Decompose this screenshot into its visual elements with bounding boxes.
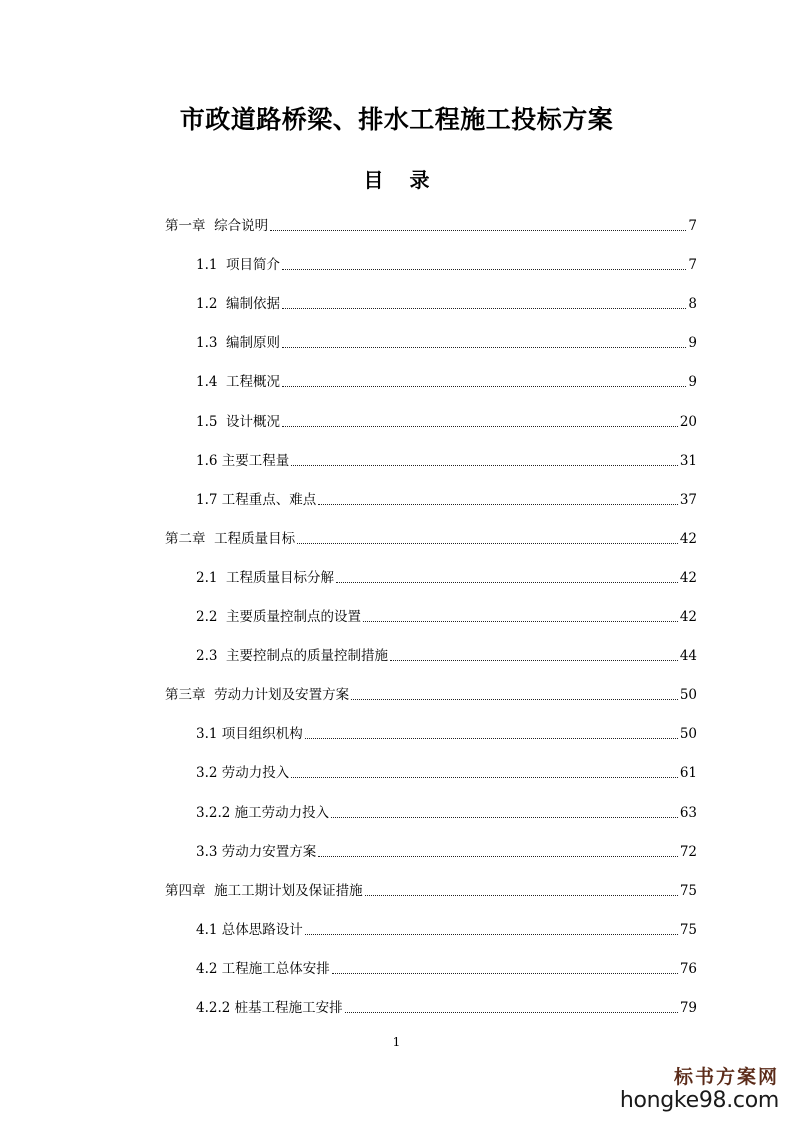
- toc-entry-label: 3.3 劳动力安置方案: [196, 843, 317, 860]
- toc-entry-label: 4.2 工程施工总体安排: [196, 960, 330, 977]
- toc-dot-leader: [282, 269, 686, 270]
- toc-chapter-entry[interactable]: [165, 678, 697, 704]
- toc-section-entry[interactable]: [196, 913, 697, 939]
- toc-entry-page: 7: [688, 218, 697, 234]
- toc-section-entry[interactable]: [196, 991, 697, 1017]
- toc-dot-leader: [291, 777, 678, 778]
- toc-section-entry[interactable]: [196, 248, 697, 274]
- toc-entry-label: 第三章 劳动力计划及安置方案: [165, 687, 350, 704]
- toc-entry-page: 20: [679, 413, 697, 430]
- toc-heading-left: 目: [363, 168, 384, 192]
- toc-entry-page: 8: [688, 296, 697, 313]
- watermark-url-text: hongke98.com: [619, 1088, 779, 1113]
- toc-dot-leader: [282, 386, 686, 387]
- toc-section-entry[interactable]: [196, 287, 697, 313]
- toc-dot-leader: [345, 1012, 678, 1013]
- toc-section-entry[interactable]: [196, 561, 697, 587]
- toc-entry-label: 3.2.2 施工劳动力投入: [196, 804, 330, 821]
- toc-dot-leader: [305, 738, 678, 739]
- toc-entry-page: 50: [679, 726, 697, 743]
- toc-entry-label: 4.2.2 桩基工程施工安排: [196, 1000, 343, 1016]
- toc-entry-page: 31: [679, 452, 697, 469]
- toc-dot-leader: [351, 699, 678, 700]
- toc-dot-leader: [332, 973, 678, 974]
- toc-entry-page: 76: [679, 960, 697, 977]
- toc-heading: [0, 164, 793, 193]
- toc-entry-label: 第一章 综合说明: [165, 218, 269, 234]
- toc-section-entry[interactable]: [196, 952, 697, 978]
- toc-entry-label: 4.1 总体思路设计: [196, 921, 303, 938]
- toc-entry-label: 1.4 工程概况: [196, 374, 281, 391]
- toc-dot-leader: [365, 895, 678, 896]
- toc-section-entry[interactable]: [196, 639, 697, 665]
- toc-dot-leader: [305, 934, 678, 935]
- watermark: [620, 1066, 779, 1114]
- toc-dot-leader: [282, 426, 678, 427]
- toc-entry-page: 72: [679, 843, 697, 860]
- toc-dot-leader: [297, 543, 678, 544]
- toc-dot-leader: [291, 465, 678, 466]
- toc-entry-label: 2.3 主要控制点的质量控制措施: [196, 648, 389, 665]
- toc-entry-label: 1.7 工程重点、难点: [196, 491, 317, 508]
- toc-entry-page: 61: [679, 765, 697, 782]
- toc-entry-label: 2.2 主要质量控制点的设置: [196, 609, 362, 625]
- toc-section-entry[interactable]: [196, 600, 697, 626]
- toc-entry-page: 9: [688, 374, 697, 391]
- toc-entry-page: 50: [679, 687, 697, 704]
- toc-entry-page: 79: [679, 1000, 697, 1016]
- toc-entry-page: 42: [679, 609, 697, 625]
- toc-entry-page: 42: [679, 569, 697, 586]
- page-number: 1: [392, 1035, 401, 1049]
- toc-section-entry[interactable]: [196, 405, 697, 431]
- toc-entry-page: 44: [679, 648, 697, 665]
- toc-entry-page: 42: [679, 530, 697, 547]
- toc-section-entry[interactable]: [196, 365, 697, 391]
- toc-dot-leader: [282, 347, 686, 348]
- toc-dot-leader: [363, 621, 678, 622]
- document-title: 市政道路桥梁、排水工程施工投标方案: [179, 105, 614, 134]
- toc-entry-label: 1.3 编制原则: [196, 335, 281, 352]
- toc-chapter-entry[interactable]: [165, 209, 697, 235]
- toc-section-entry[interactable]: [196, 835, 697, 861]
- toc-entry-page: 75: [679, 882, 697, 899]
- toc-dot-leader: [336, 582, 678, 583]
- toc-section-entry[interactable]: [196, 717, 697, 743]
- toc-entry-page: 7: [688, 257, 697, 274]
- toc-dot-leader: [318, 856, 678, 857]
- toc-section-entry[interactable]: [196, 326, 697, 352]
- toc-section-entry[interactable]: [196, 483, 697, 509]
- toc-dot-leader: [270, 230, 686, 231]
- toc-entry-page: 63: [679, 804, 697, 821]
- toc-entry-label: 1.1 项目简介: [196, 257, 281, 274]
- toc-entry-label: 第四章 施工工期计划及保证措施: [165, 882, 363, 899]
- toc-section-entry[interactable]: [196, 444, 697, 470]
- toc-chapter-entry[interactable]: [165, 522, 697, 548]
- toc-heading-right: 录: [409, 168, 430, 192]
- toc-section-entry[interactable]: [196, 796, 697, 822]
- toc-entry-label: 3.1 项目组织机构: [196, 726, 303, 743]
- toc-entry-label: 3.2 劳动力投入: [196, 765, 290, 782]
- toc-dot-leader: [282, 308, 686, 309]
- toc-dot-leader: [331, 817, 678, 818]
- toc-dot-leader: [318, 504, 678, 505]
- toc-entry-label: 1.6 主要工程量: [196, 452, 290, 469]
- toc-entry-label: 1.2 编制依据: [196, 296, 281, 313]
- toc-entry-label: 2.1 工程质量目标分解: [196, 569, 335, 586]
- watermark-cn-text: 标书方案网: [673, 1066, 779, 1088]
- toc-entry-label: 第二章 工程质量目标: [165, 530, 296, 547]
- toc-section-entry[interactable]: [196, 756, 697, 782]
- toc-entry-label: 1.5 设计概况: [196, 413, 281, 430]
- toc-chapter-entry[interactable]: [165, 874, 697, 900]
- toc-entry-page: 37: [679, 491, 697, 508]
- toc-entry-page: 9: [688, 335, 697, 352]
- toc-dot-leader: [390, 660, 678, 661]
- toc-entry-page: 75: [679, 921, 697, 938]
